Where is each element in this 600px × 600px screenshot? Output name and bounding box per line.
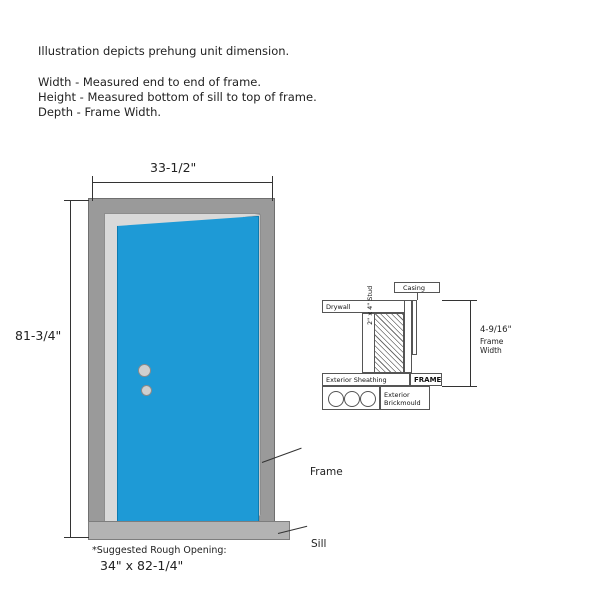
depth-caption-line2: Width: [480, 346, 502, 355]
width-extension-left: [92, 189, 93, 201]
width-dimension-line: [92, 182, 273, 183]
height-tick-top: [64, 200, 77, 201]
height-extension-bottom: [77, 537, 89, 538]
note-intro: Illustration depicts prehung unit dimension.: [38, 44, 290, 58]
frame-box-label: FRAME: [414, 375, 442, 384]
wall-section-detail: [322, 280, 492, 425]
frame-callout-label: Frame: [310, 466, 343, 478]
height-extension-top: [77, 200, 89, 201]
depth-tick-bottom: [464, 386, 477, 387]
jamb-box: [404, 300, 412, 373]
brick-circle-icon: [360, 391, 376, 407]
door-deadbolt-icon: [141, 385, 152, 396]
door-knob-icon: [138, 364, 151, 377]
width-dimension-label: 33-1/2": [150, 160, 197, 175]
note-depth: Depth - Frame Width.: [38, 105, 162, 119]
depth-tick-top: [464, 300, 477, 301]
stud-hatch: [374, 313, 404, 373]
brickmould-line2: Brickmould: [384, 399, 421, 407]
height-dimension-line: [70, 200, 71, 538]
brickmould-line1: Exterior: [384, 391, 410, 399]
width-tick-left: [92, 176, 93, 189]
depth-dimension-value: 4-9/16": [480, 325, 512, 335]
door-sill: [88, 521, 290, 540]
casing-label: Casing: [403, 283, 425, 292]
note-width: Width - Measured end to end of frame.: [38, 75, 262, 89]
door-slab: [117, 216, 259, 534]
casing-leader: [417, 293, 418, 300]
depth-dimension-line: [470, 300, 471, 386]
width-tick-right: [272, 176, 273, 189]
rough-opening-note: *Suggested Rough Opening:: [92, 545, 227, 556]
exterior-brickmould-label: [384, 391, 421, 407]
jamb-stop: [412, 300, 417, 355]
rough-opening-value: 34" x 82-1/4": [100, 558, 184, 573]
stud-label: 2" x 4" Stud: [366, 285, 374, 325]
height-tick-bottom: [64, 537, 77, 538]
depth-caption-line1: Frame: [480, 337, 504, 346]
sill-callout-label: Sill: [311, 538, 327, 550]
width-extension-right: [272, 189, 273, 201]
brick-circle-icon: [344, 391, 360, 407]
exterior-sheathing-label: Exterior Sheathing: [326, 376, 387, 384]
brick-circle-icon: [328, 391, 344, 407]
height-dimension-label: 81-3/4": [15, 328, 62, 343]
drywall-label: Drywall: [326, 302, 351, 311]
note-height: Height - Measured bottom of sill to top of frame.: [38, 90, 317, 104]
